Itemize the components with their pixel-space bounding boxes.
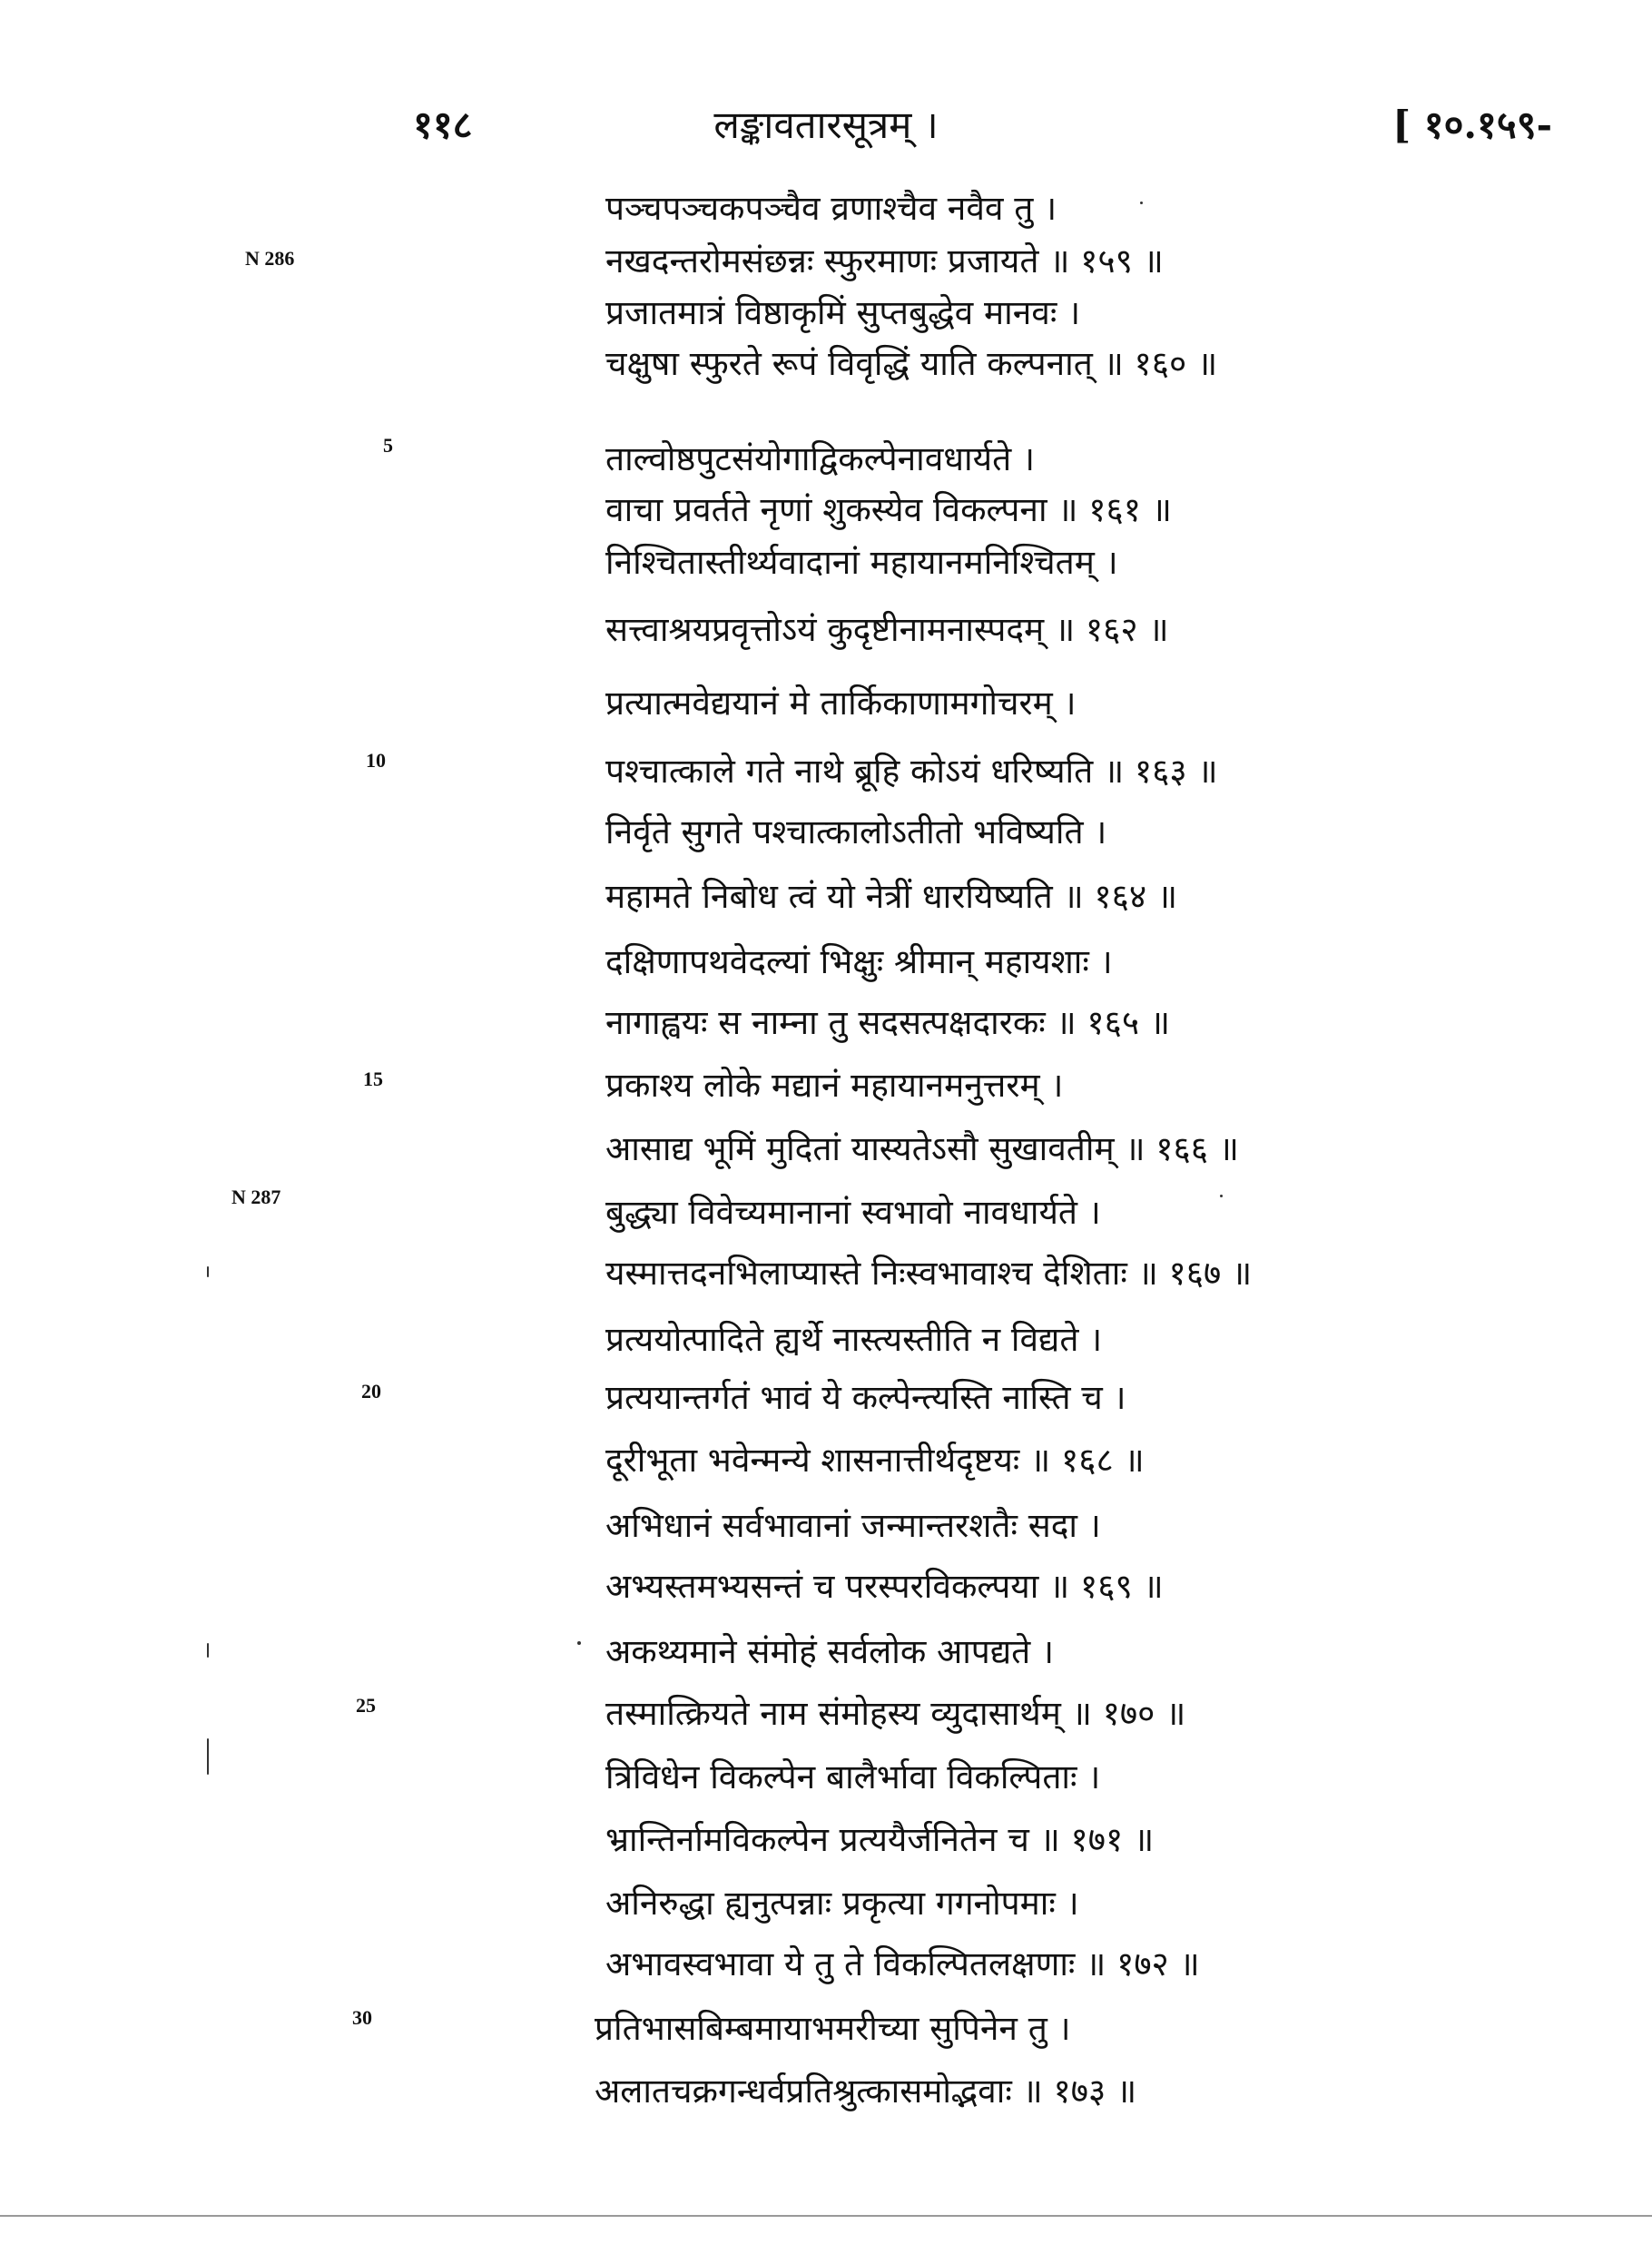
verse-line: पञ्चपञ्चकपञ्चैव व्रणाश्चैव नवैव तु ।: [605, 189, 1057, 228]
verse-line: नागाह्वयः स नाम्ना तु सदसत्पक्षदारकः ॥ १६५ ॥: [605, 1003, 1171, 1042]
verse-line: ताल्वोष्ठपुटसंयोगाद्विकल्पेनावधार्यते ।: [605, 439, 1035, 478]
verse-line: अभावस्वभावा ये तु ते विकल्पितलक्षणाः ॥ १७२ ॥: [605, 1944, 1200, 1983]
margin-ref-n286: N 286: [245, 247, 295, 270]
margin-ref-n287: N 287: [231, 1186, 281, 1208]
line-number-20: 20: [361, 1380, 381, 1402]
verse-line: प्रजातमात्रं विष्ठाकृमिं सुप्तबुद्धेव मानवः ।: [605, 293, 1081, 332]
scan-speck: [1140, 202, 1143, 204]
verse-line: प्रत्यात्मवेद्ययानं मे तार्किकाणामगोचरम् ।: [605, 684, 1077, 723]
verse-line: चक्षुषा स्फुरते रूपं विवृद्धिं याति कल्पनात् ॥ १६० ॥: [605, 344, 1218, 383]
verse-line: अनिरुद्धा ह्यनुत्पन्नाः प्रकृत्या गगनोपमाः ।: [605, 1884, 1079, 1923]
verse-line: वाचा प्रवर्तते नृणां शुकस्येव विकल्पना ॥ १६१ ॥: [605, 490, 1172, 529]
verse-line: दक्षिणापथवेदल्यां भिक्षुः श्रीमान् महायशाः ।: [605, 942, 1113, 981]
verse-line: सत्त्वाश्रयप्रवृत्तोऽयं कुदृष्टीनामनास्पदम् ॥ १६२ ॥: [605, 610, 1169, 649]
verse-line: निर्वृते सुगते पश्चात्कालोऽतीतो भविष्यति ।: [605, 812, 1107, 851]
verse-line: प्रत्ययान्तर्गतं भावं ये कल्पेन्त्यस्ति नास्ति च ।: [605, 1378, 1126, 1417]
line-number-10: 10: [366, 749, 386, 772]
running-title: लङ्कावतारसूत्रम् ।: [713, 103, 939, 147]
scan-speck: [207, 1266, 209, 1277]
scan-speck: [207, 1643, 209, 1658]
verse-line: महामते निबोध त्वं यो नेत्रीं धारयिष्यति ॥ १६४ ॥: [605, 877, 1178, 916]
line-number-5: 5: [383, 434, 393, 457]
verse-line: आसाद्य भूमिं मुदितां यास्यतेऽसौ सुखावतीम् ॥ १६६ ॥: [605, 1129, 1239, 1168]
verse-line: अभिधानं सर्वभावानां जन्मान्तरशतैः सदा ।: [605, 1506, 1101, 1545]
verse-line: तस्मात्क्रियते नाम संमोहस्य व्युदासार्थम् ॥ १७० ॥: [605, 1694, 1186, 1733]
verse-line: नखदन्तरोमसंछन्नः स्फुरमाणः प्रजायते ॥ १५९ ॥: [605, 241, 1164, 280]
line-number-25: 25: [356, 1694, 376, 1717]
verse-line: बुद्ध्या विवेच्यमानानां स्वभावो नावधार्यते ।: [605, 1193, 1101, 1232]
verse-line: प्रतिभासबिम्बमायाभमरीच्या सुपिनेन तु ।: [595, 2009, 1071, 2048]
verse-line: प्रत्ययोत्पादिते ह्यर्थे नास्त्यस्तीति न विद्यते ।: [605, 1320, 1103, 1359]
page-number: ११८: [413, 103, 473, 147]
section-reference: [ १०.१५९-: [1392, 103, 1552, 147]
verse-line: त्रिविधेन विकल्पेन बालैर्भावा विकल्पिताः ।: [605, 1757, 1101, 1796]
verse-line: अलातचक्रगन्धर्वप्रतिश्रुत्कासमोद्भवाः ॥ १७३ ॥: [595, 2072, 1137, 2111]
scan-speck: [207, 1738, 209, 1775]
verse-line: पश्चात्काले गते नाथे ब्रूहि कोऽयं धरिष्यति ॥ १६३ ॥: [605, 752, 1218, 791]
line-number-30: 30: [352, 2006, 372, 2029]
verse-line: प्रकाश्य लोके मद्यानं महायानमनुत्तरम् ।: [605, 1066, 1064, 1105]
verse-line: निश्चितास्तीर्थ्यवादानां महायानमनिश्चितम् ।: [605, 543, 1118, 582]
verse-line: यस्मात्तदनभिलाप्यास्ते निःस्वभावाश्च देशिताः ॥ १६७ ॥: [605, 1254, 1253, 1293]
verse-line: भ्रान्तिर्नामविकल्पेन प्रत्ययैर्जनितेन च ॥ १७१ ॥: [605, 1820, 1155, 1859]
verse-line: अकथ्यमाने संमोहं सर्वलोक आपद्यते ।: [605, 1632, 1055, 1671]
page-edge-line: [0, 2215, 1652, 2217]
scan-speck: [577, 1641, 581, 1645]
line-number-15: 15: [363, 1068, 383, 1090]
scan-speck: [1220, 1195, 1223, 1197]
verse-line: अभ्यस्तमभ्यसन्तं च परस्परविकल्पया ॥ १६९ ॥: [605, 1567, 1164, 1606]
verse-line: दूरीभूता भवेन्मन्ये शासनात्तीर्थदृष्टयः ॥ १६८ ॥: [605, 1441, 1145, 1480]
